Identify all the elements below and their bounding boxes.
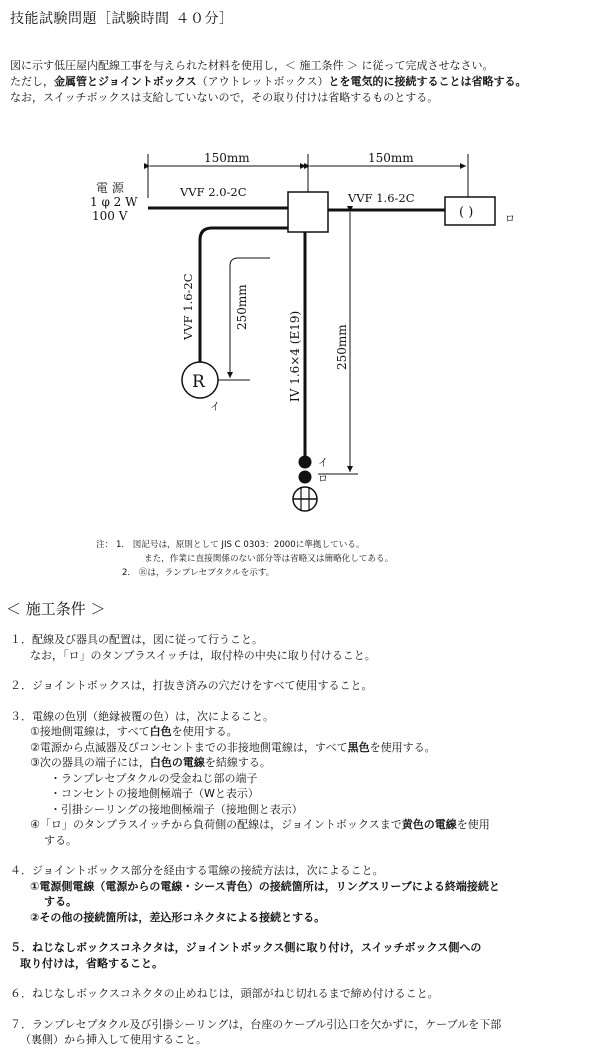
c4-a2: する。 [44,895,77,908]
wiring-diagram [0,140,604,535]
note-1-text: 図記号は，原則として JIS C 0303：2000に準拠している。 [132,540,365,550]
intro-line-1: 図に示す低圧屋内配線工事を与えられた材料を使用し，＜ 施工条件 ＞ に従って完成させなさい。 [10,59,494,72]
intro-line-3: なお，スイッチボックスは支給していないので，その取り付けは省略するものとする。 [10,91,439,104]
c5-l2: 取り付けは，省略すること。 [20,956,163,970]
dim-left-label: 150mm [204,151,250,165]
dimension-250-right [318,212,358,474]
condition-3-f: ・引掛シーリングの接地側極端子（接地側と表示） [50,802,303,816]
dimension-250-left [218,258,270,380]
condition-4-a-cont [10,894,600,910]
condition-3-g-cont: する。 [44,833,77,847]
condition-3 [10,709,600,849]
power-source-label [90,181,138,223]
receptacle-label-i: イ [210,402,220,413]
diagram-notes [96,538,393,580]
intro-line-2-a: ただし， [10,75,54,88]
conditions-list [10,632,600,1063]
condition-1 [10,632,600,663]
c3-g2: 黄色の電線 [401,818,457,831]
c3-b2: 黒色 [347,740,370,754]
page-title [10,8,234,28]
condition-4-line-1: ４．ジョイントボックス部分を経由する電線の接続方法は，次によること。 [10,864,384,877]
condition-5-line-2 [10,956,600,972]
c3-b3: を使用する。 [369,740,436,754]
note-1-line-1 [96,538,393,552]
condition-3-e: ・コンセントの接地側極端子（Wと表示） [50,787,259,800]
note-2-number: 2． [122,568,137,578]
condition-7 [10,1017,600,1048]
note-2 [96,566,393,580]
condition-5 [10,940,600,971]
condition-3-g [10,817,600,833]
dim-250-right-label: 250mm [335,324,349,370]
conditions-heading: ＜ 施工条件 ＞ [6,600,106,618]
title-main: 技能試験問題［試験時間 [10,11,170,27]
condition-5-line-1 [10,940,600,956]
condition-3-b [10,740,600,756]
c3-c3: を結線する。 [204,756,271,769]
ceiling-cable-label: VVF 1.6-2C [348,191,415,205]
intro-text [10,58,600,106]
c3-a3: を使用する。 [171,725,238,738]
source-cable-label: VVF 2.0-2C [180,185,247,199]
dim-250-left-label: 250mm [235,284,249,330]
intro-line-2-d: とを電気的に接続することは省略する。 [328,75,527,88]
c3-a1: ①接地側電線は，すべて [30,725,150,738]
c3-g3: を使用 [456,818,490,831]
switch-i-label: イ [318,458,328,469]
junction-box [288,192,328,232]
condition-7-line-2: （裏側）から挿入して使用すること。 [20,1033,207,1046]
c3-c1: ③次の器具の端子には， [30,756,150,769]
source-line-2: 1 φ 2 W [90,195,138,209]
condition-6-line-1: ６．ねじなしボックスコネクタの止めねじは，頭部がねじ切れるまで締め付けること。 [10,987,439,1000]
note-prefix: 注： [96,540,114,550]
ceiling-rosette-symbol: ( ) [459,205,474,220]
source-line-3: 100 V [92,209,128,223]
switch-ro [299,471,312,484]
c3-c2: 白色の電線 [149,756,205,769]
c3-b1: ②電源から点滅器及びコンセントまでの非接地側電線は，すべて [30,740,348,754]
condition-4-a [10,879,600,895]
receptacle-symbol: R [192,372,205,392]
condition-6 [10,986,600,1002]
switch-ro-label: ロ [318,474,328,485]
c4-b: ②その他の接続箇所は，差込形コネクタによる接続とする。 [30,910,326,924]
note-1-line-2: また，作業に直接関係のない部分等は省略又は簡略化してある。 [144,554,394,564]
c5-l1: ５．ねじなしボックスコネクタは，ジョイントボックス側に取り付け，スイッチボックス側への [10,941,482,954]
conduit-label: IV 1.6×4 (E19) [288,310,302,402]
condition-4-b [10,910,600,926]
condition-7-line-1: ７．ランプレセプタクル及び引掛シーリングは，台座のケーブル引込口を欠かずに，ケーブルを下部 [10,1017,502,1031]
note-2-text: Ⓡは，ランプレセプタクルを示す。 [138,568,275,578]
intro-line-2 [10,74,600,90]
condition-4 [10,863,600,925]
condition-1-line-1: １．配線及び器具の配置は，図に従って行うこと。 [10,633,263,646]
condition-2 [10,678,600,694]
c3-g1: ④「ロ」のタンブラスイッチから負荷側の配線は，ジョイントボックスまで [30,818,402,831]
outlet-icon [293,487,317,511]
condition-3-c [10,755,600,771]
note-1-number: 1． [115,540,130,550]
c3-a2: 白色 [149,725,172,738]
condition-3-d: ・ランプレセプタクルの受金ねじ部の端子 [50,771,258,785]
dim-right-label: 150mm [368,151,414,165]
intro-line-2-b: 金属管とジョイントボックス [54,75,197,88]
title-time: ４０分］ [175,11,234,27]
condition-2-line-1: ２．ジョイントボックスは，打抜き済みの穴だけをすべて使用すること。 [10,679,373,692]
condition-3-line-1: ３．電線の色別（絶縁被覆の色）は，次によること。 [10,709,274,723]
condition-1-line-2: なお，「ロ」のタンブラスイッチは，取付枠の中央に取り付けること。 [30,648,376,662]
receptacle-cable-label: VVF 1.6-2C [181,273,195,340]
switch-i [299,456,312,469]
c4-a1: ①電源側電線（電源からの電線・シース青色）の接続箇所は，リングスリーブによる終端接続と [30,879,500,893]
intro-line-2-c: （アウトレットボックス） [196,75,329,88]
ceiling-rosette-ro: ロ [505,214,515,225]
source-line-1: 電 源 [96,181,124,195]
condition-3-a [10,724,600,740]
